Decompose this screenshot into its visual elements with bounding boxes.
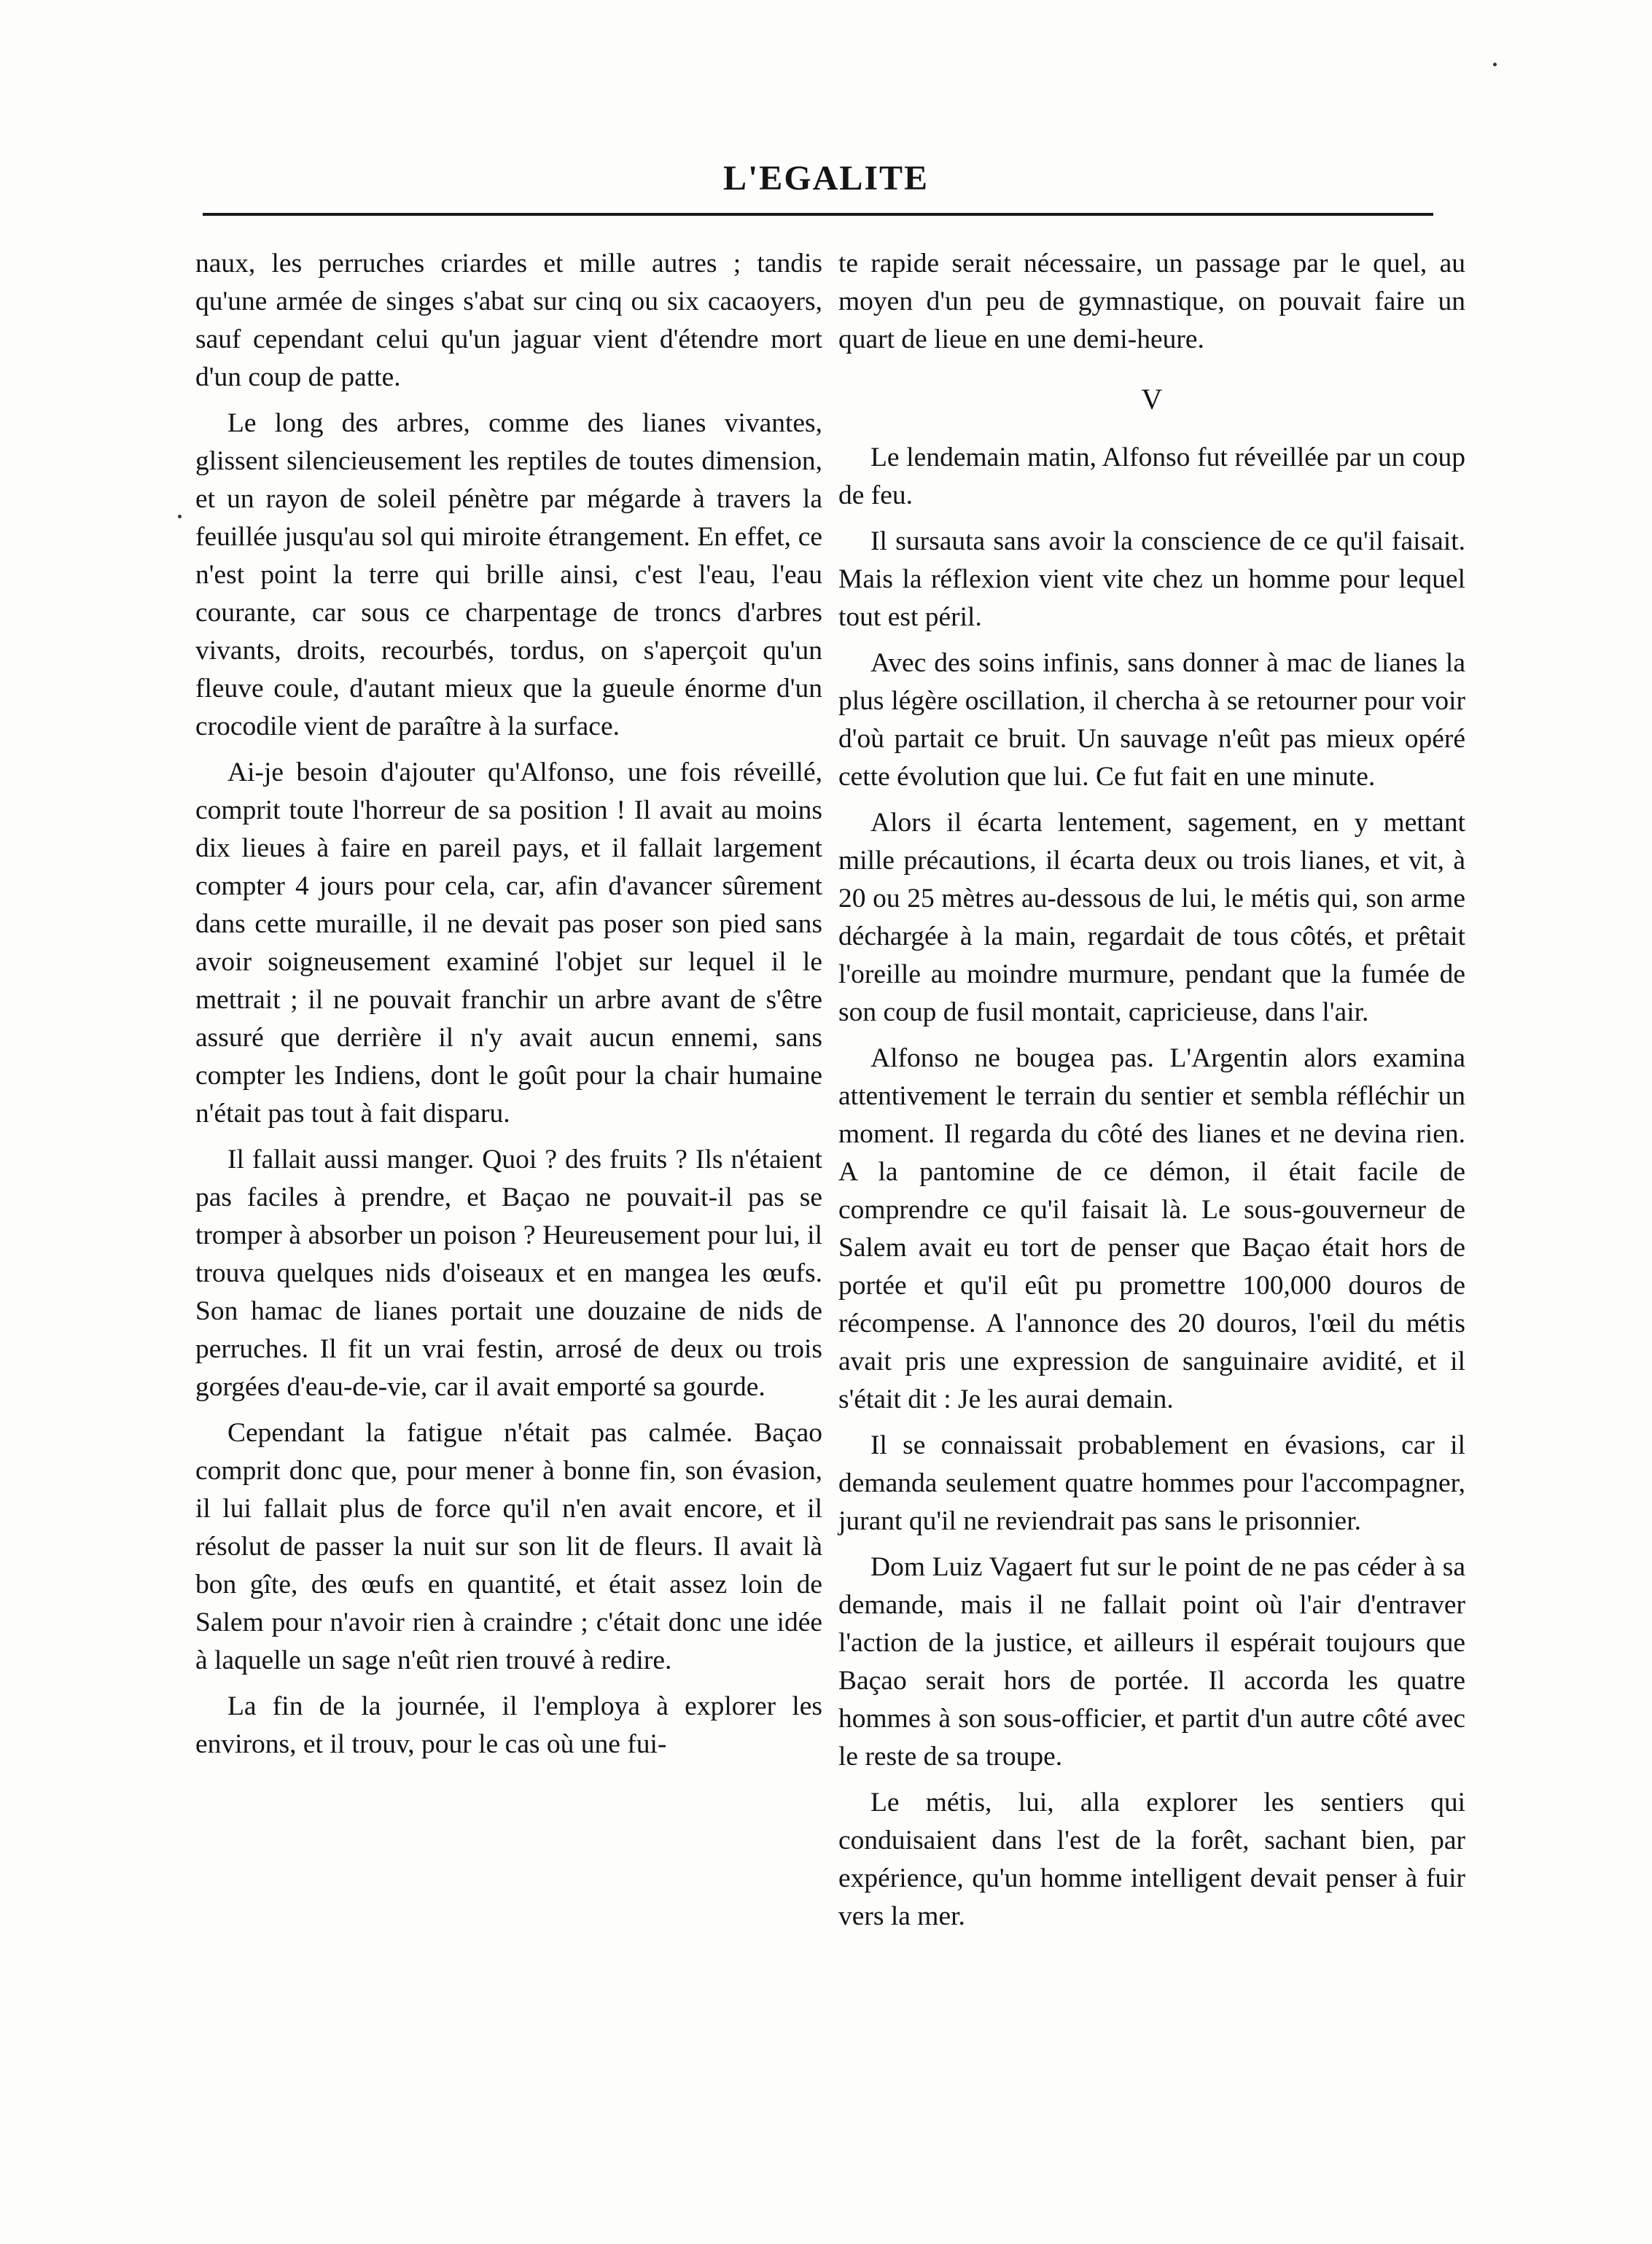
page-title: L'EGALITE <box>722 159 930 198</box>
paragraph: Il se connaissait probablement en évasions, car il demanda seulement quatre hommes pour l'accompagner, jurant qu'il ne reviendrait pas sans le prisonnier. <box>838 1430 1465 1536</box>
print-speck <box>1493 63 1497 66</box>
paragraph: Ai-je besoin d'ajouter qu'Alfonso, une fois réveillé, comprit toute l'horreur de sa position ! Il avait au moins dix lieues à faire en pareil pays, et il fallait largement compter 4 jours pour cela, car, afin d'avancer sûrement dans cette muraille, il ne devait pas poser son pied sans avoir soigneusement examiné l'objet sur lequel il le mettrait ; il ne pouvait franchir un arbre avant de s'être assuré que derrière il n'y avait aucun ennemi, sans compter les Indiens, dont le goût pour la chair humaine n'était pas tout à fait disparu. <box>195 757 822 1129</box>
right-column <box>838 245 1465 1944</box>
paragraph: Avec des soins infinis, sans donner à mac de lianes la plus légère oscillation, il chercha à se retourner pour voir d'où partait ce bruit. Un sauvage n'eût pas mieux opéré cette évolution que lui. Ce fut fait en une minute. <box>838 648 1465 792</box>
paragraph: Le métis, lui, alla explorer les sentiers qui conduisaient dans l'est de la forêt, sachant bien, par expérience, qu'un homme intelligent devait penser à fuir vers la mer. <box>838 1788 1465 1931</box>
paragraph: Dom Luiz Vagaert fut sur le point de ne pas céder à sa demande, mais il ne fallait point où l'air d'entraver l'action de la justice, et ailleurs il espérait toujours que Baçao serait hors de portée. Il accorda les quatre hommes à son sous-officier, et partit d'un autre côté avec le reste de sa troupe. <box>838 1552 1465 1772</box>
paragraph: Il sursauta sans avoir la conscience de ce qu'il faisait. Mais la réflexion vient vite chez un homme pour lequel tout est péril. <box>838 526 1465 632</box>
header-rule <box>203 213 1433 216</box>
paragraph: Alors il écarta lentement, sagement, en y mettant mille précautions, il écarta deux ou trois lianes, et vit, à 20 ou 25 mètres au-dessous de lui, le métis qui, son arme déchargée à la main, regardait de tous côtés, et prêtait l'oreille au moindre murmure, pendant que la fumée de son coup de fusil montait, capricieuse, dans l'air. <box>838 808 1465 1027</box>
section-heading: V <box>1141 383 1163 416</box>
left-column <box>195 245 822 1772</box>
paragraph: Il fallait aussi manger. Quoi ? des fruits ? Ils n'étaient pas faciles à prendre, et Baçao ne pouvait-il pas se tromper à absorber un poison ? Heureusement pour lui, il trouva quelques nids d'oiseaux et en mangea les œufs. Son hamac de lianes portait une douzaine de nids de perruches. Il fit un vrai festin, arrosé de deux ou trois gorgées d'eau-de-vie, car il avait emporté sa gourde. <box>195 1145 822 1402</box>
paragraph: naux, les perruches criardes et mille autres ; tandis qu'une armée de singes s'abat sur cinq ou six cacaoyers, sauf cependant celui qu'un jaguar vient d'étendre mort d'un coup de patte. <box>195 249 822 392</box>
print-speck <box>178 515 182 518</box>
paragraph: Alfonso ne bougea pas. L'Argentin alors examina attentivement le terrain du sentier et sembla réfléchir un moment. Il regarda du côté des lianes et ne devina rien. A la pantomine de ce démon, il était facile de comprendre ce qu'il faisait là. Le sous-gouverneur de Salem avait eu tort de penser que Baçao était hors de portée et qu'il eût pu promettre 100,000 douros de récompense. A l'annonce des 20 douros, l'œil du métis avait pris une expression de sanguinaire avidité, et il s'était dit : Je les aurai demain. <box>838 1043 1465 1414</box>
paragraph: Le long des arbres, comme des lianes vivantes, glissent silencieusement les reptiles de toutes dimension, et un rayon de soleil pénètre par mégarde à travers la feuillée jusqu'au sol qui miroite étrangement. En effet, ce n'est point la terre qui brille ainsi, c'est l'eau, l'eau courante, car sous ce charpentage de troncs d'arbres vivants, droits, recourbés, tordus, on s'aperçoit qu'un fleuve coule, d'autant mieux que la gueule énorme d'un crocodile vient de paraître à la surface. <box>195 408 822 741</box>
paragraph: La fin de la journée, il l'employa à explorer les environs, et il trouv, pour le cas où une fui- <box>195 1691 822 1759</box>
paragraph: Le lendemain matin, Alfonso fut réveillée par un coup de feu. <box>838 443 1465 510</box>
paragraph: te rapide serait nécessaire, un passage par le quel, au moyen d'un peu de gymnastique, on pouvait faire un quart de lieue en une demi-heure. <box>838 249 1465 354</box>
paragraph: Cependant la fatigue n'était pas calmée. Baçao comprit donc que, pour mener à bonne fin, son évasion, il lui fallait plus de force qu'il n'en avait encore, et il résolut de passer la nuit sur son lit de fleurs. Il avait là bon gîte, des œufs en quantité, et était assez loin de Salem pour n'avoir rien à craindre ; c'était donc une idée à laquelle un sage n'eût rien trouvé à redire. <box>195 1418 822 1675</box>
